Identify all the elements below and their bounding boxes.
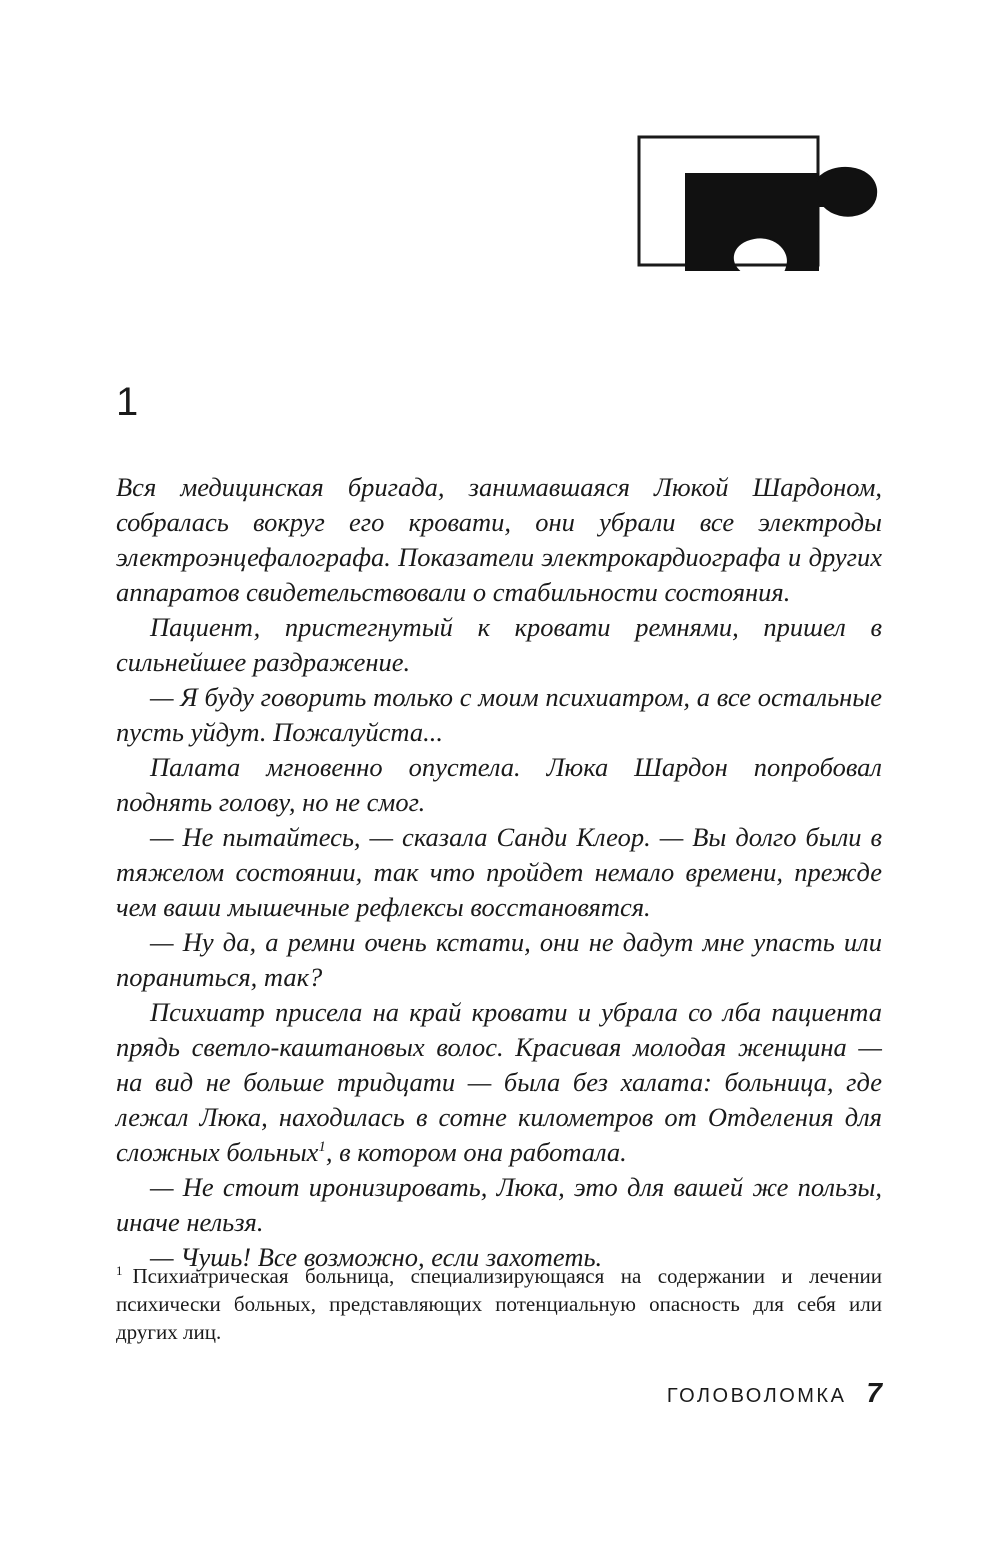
page-number: 7	[866, 1377, 882, 1408]
paragraph: Пациент, пристегнутый к кровати ремнями, пришел в сильнейшее раздражение.	[116, 612, 882, 677]
paragraph: Вся медицинская бригада, занимавшаяся Люкой Шардоном, собралась вокруг его кровати, они убрали все электроды электроэнцефалографа. Показатели электрокардиографа и других аппаратов свидетельствовали о стабильности состояния.	[116, 472, 882, 607]
puzzle-piece-icon	[636, 134, 886, 274]
chapter-body	[116, 470, 882, 1275]
paragraph-with-footnote	[116, 995, 882, 1170]
running-footer	[667, 1377, 882, 1409]
footnote	[116, 1262, 882, 1346]
footnote-reference: 1	[318, 1139, 326, 1156]
paragraph: — Не пытайтесь, — сказала Санди Клеор. — Вы долго были в тяжелом состоянии, так что пройдет немало времени, прежде чем ваши мышечные рефлексы восстановятся.	[116, 822, 882, 922]
paragraph: — Ну да, а ремни очень кстати, они не дадут мне упасть или пораниться, так?	[116, 927, 882, 992]
paragraph-text: Психиатр присела на край кровати и убрала со лба пациента прядь светло-каштановых волос. Красивая молодая женщина — на вид не больше тридцати — была без халата: больница, где лежал Люка, находилась в сотне километров от Отделения для сложных больных	[116, 997, 882, 1167]
paragraph-text-tail: , в котором она работала.	[325, 1137, 627, 1167]
footnote-text: Психиатрическая больница, специализирующаяся на содержании и лечении психически больных, представляющих потенциальную опасность для себя или других лиц.	[116, 1264, 882, 1344]
paragraph: — Чушь! Все возможно, если захотеть.	[150, 1242, 603, 1272]
paragraph: — Я буду говорить только с моим психиатром, а все остальные пусть уйдут. Пожалуйста...	[116, 682, 882, 747]
chapter-number: 1	[116, 380, 139, 424]
footnote-mark: 1	[116, 1263, 123, 1278]
paragraph: Палата мгновенно опустела. Люка Шардон попробовал поднять голову, но не смог.	[116, 752, 882, 817]
running-title: ГОЛОВОЛОМКА	[666, 1385, 847, 1407]
paragraph: — Не стоит иронизировать, Люка, это для вашей же пользы, иначе нельзя.	[116, 1172, 882, 1237]
